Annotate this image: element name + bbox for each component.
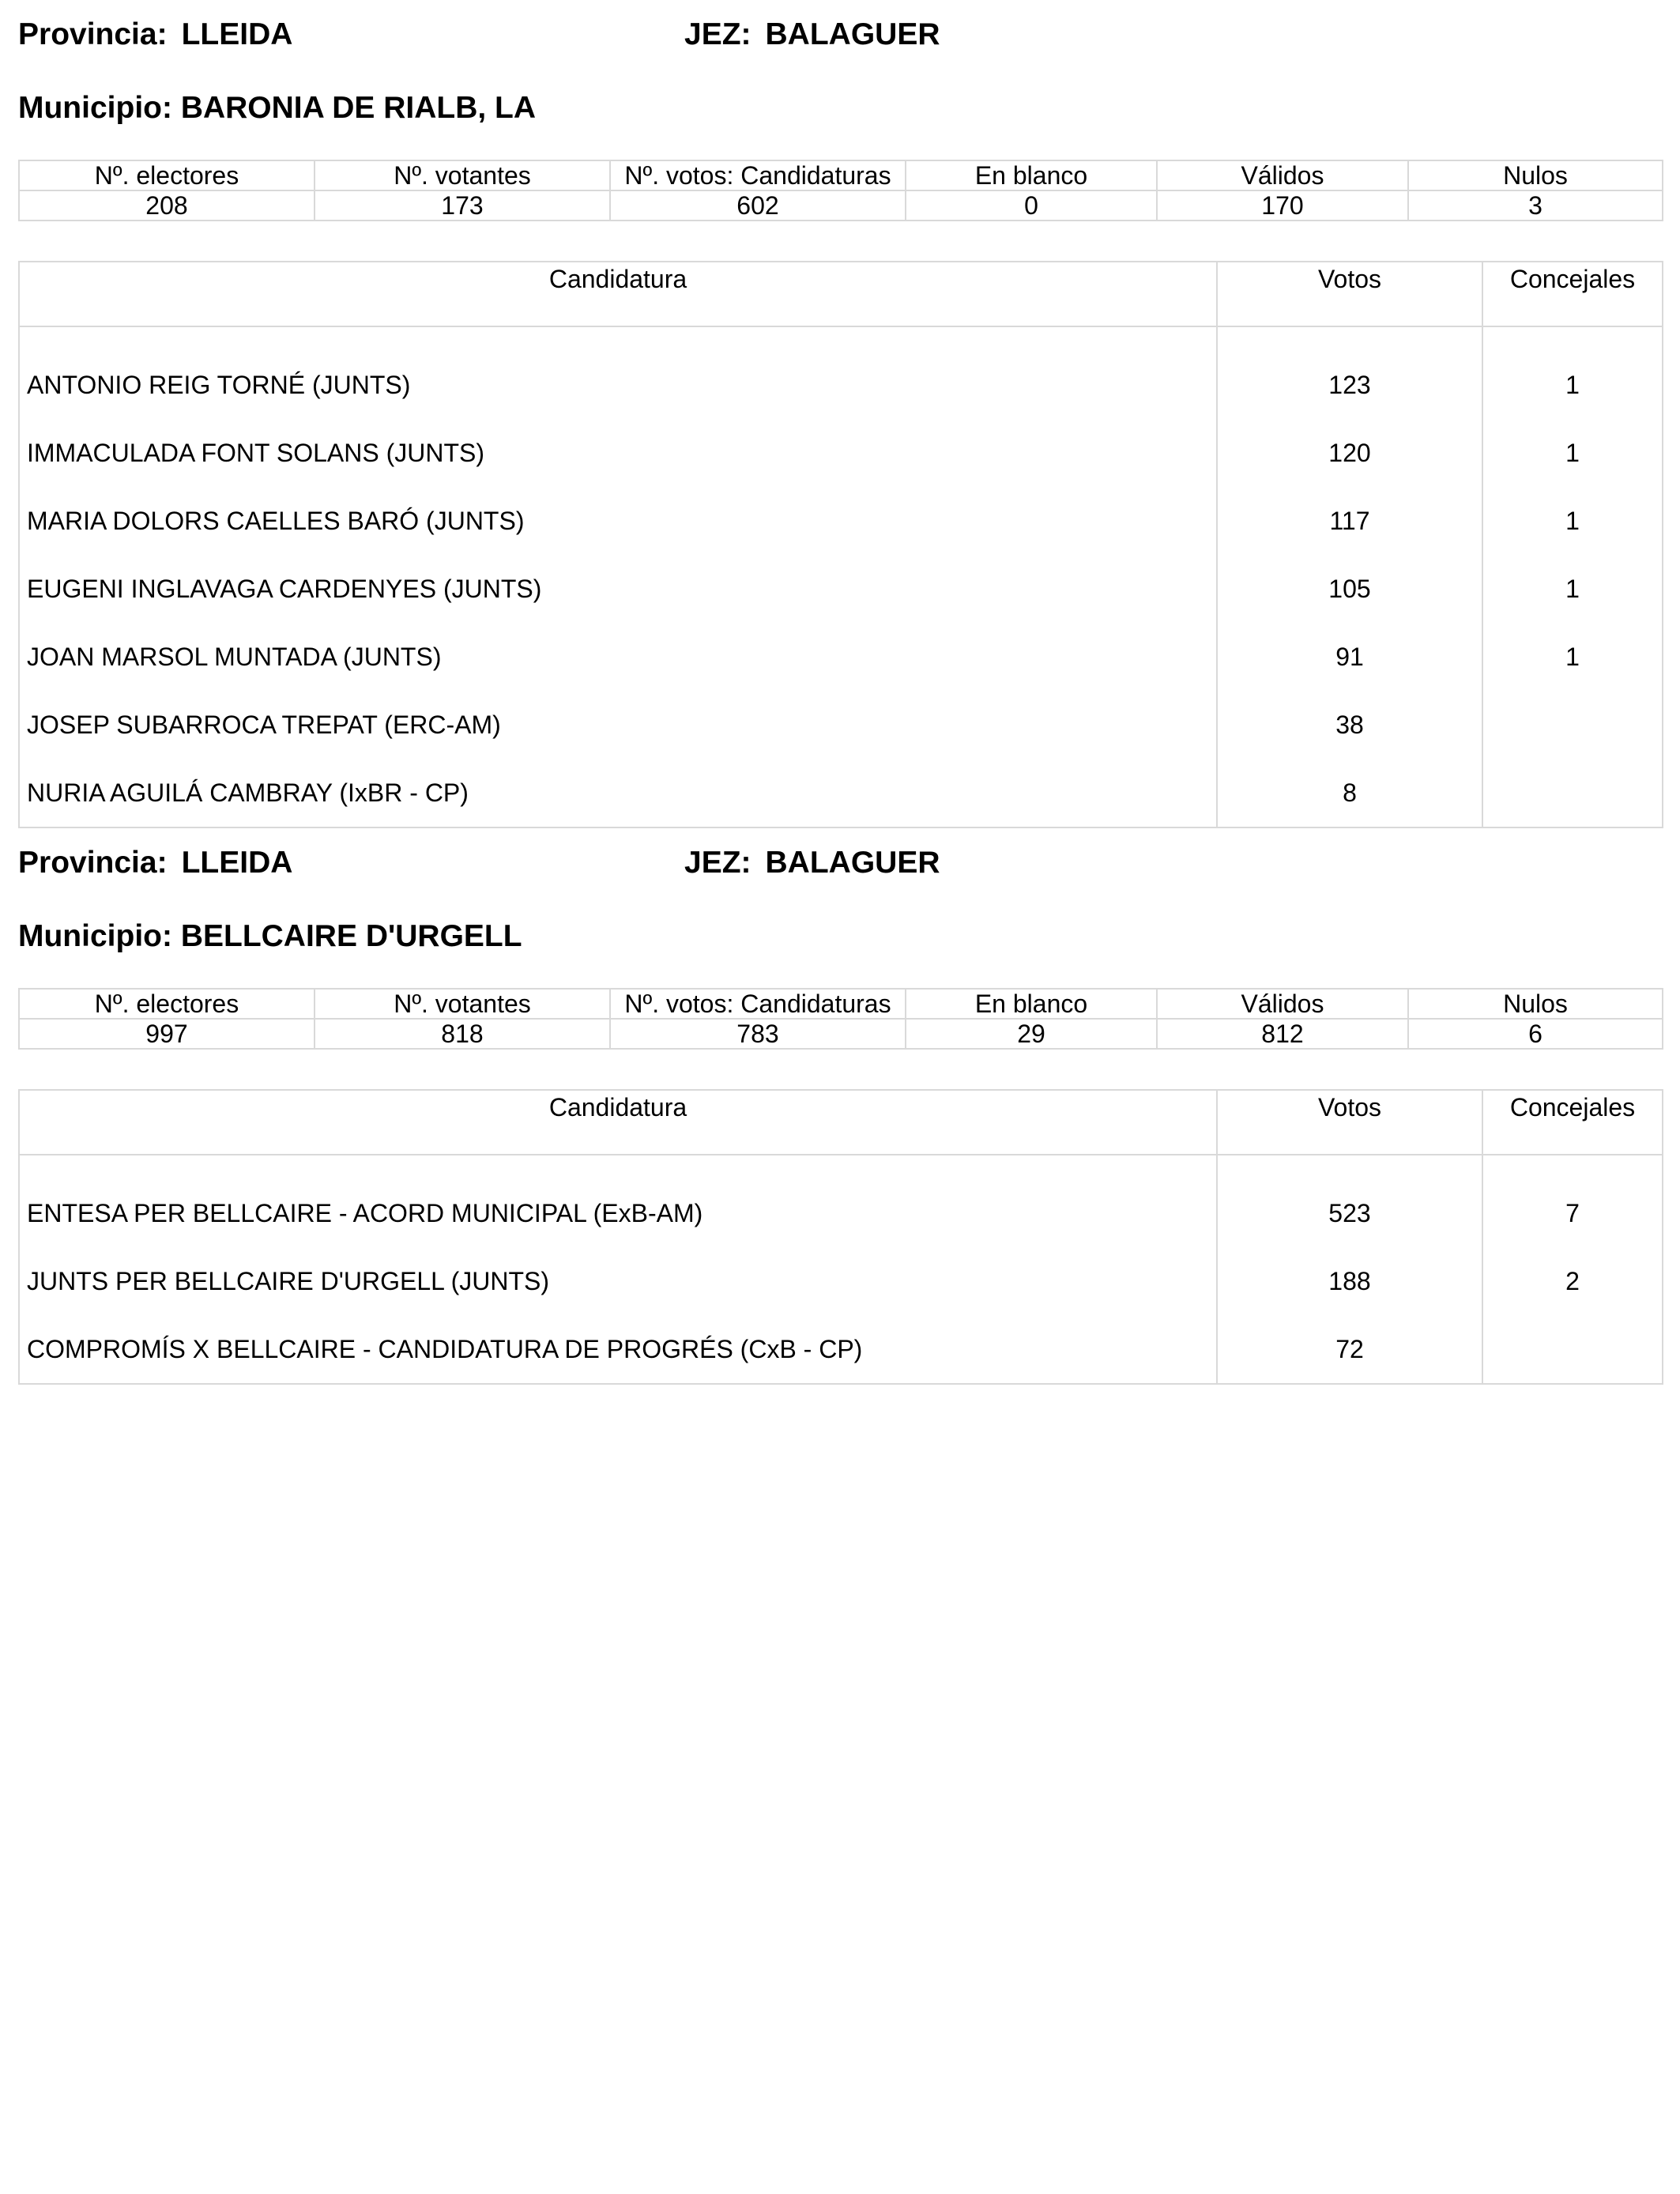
table-row: [19, 555, 1663, 623]
jez-line: [684, 846, 940, 880]
municipio-value: BELLCAIRE D'URGELL: [180, 919, 522, 953]
table-row: [19, 1315, 1663, 1384]
results-header-candidatura: Candidatura: [19, 262, 1217, 326]
candidate-name: MARIA DOLORS CAELLES BARÓ (JUNTS): [19, 487, 1217, 555]
candidate-name: JOSEP SUBARROCA TREPAT (ERC-AM): [19, 691, 1217, 759]
summary-table: [18, 988, 1663, 1050]
municipio-label: Municipio:: [18, 919, 172, 953]
summary-value-electores: 208: [19, 190, 315, 221]
summary-value-votos-candidaturas: 602: [610, 190, 906, 221]
jez-value: BALAGUER: [765, 17, 940, 51]
candidate-name: IMMACULADA FONT SOLANS (JUNTS): [19, 419, 1217, 487]
results-header-votos: Votos: [1217, 262, 1482, 326]
results-spacer: [19, 326, 1663, 351]
summary-value-row: [19, 1019, 1663, 1049]
candidate-votes: 91: [1217, 623, 1482, 691]
summary-header-nulos: Nulos: [1408, 160, 1663, 190]
candidate-votes: 105: [1217, 555, 1482, 623]
jez-line: [684, 17, 940, 52]
candidate-name: JOAN MARSOL MUNTADA (JUNTS): [19, 623, 1217, 691]
municipio-value: BARONIA DE RIALB, LA: [180, 91, 537, 125]
candidate-votes: 523: [1217, 1179, 1482, 1247]
summary-value-votantes: 173: [315, 190, 610, 221]
candidate-concejales: 7: [1482, 1179, 1663, 1247]
municipio-label: Municipio:: [18, 91, 172, 125]
provincia-label: Provincia:: [18, 17, 168, 51]
table-row: [19, 351, 1663, 419]
candidate-concejales: 1: [1482, 555, 1663, 623]
table-row: [19, 623, 1663, 691]
section-header: [18, 17, 1662, 55]
candidate-votes: 120: [1217, 419, 1482, 487]
summary-value-nulos: 3: [1408, 190, 1663, 221]
results-table: [18, 261, 1663, 828]
summary-value-en-blanco: 29: [906, 1019, 1157, 1049]
table-row: [19, 487, 1663, 555]
summary-value-row: [19, 190, 1663, 221]
candidate-votes: 72: [1217, 1315, 1482, 1384]
candidate-votes: 8: [1217, 759, 1482, 827]
municipio-line: [18, 91, 536, 126]
jez-label: JEZ:: [684, 17, 751, 51]
provincia-value: LLEIDA: [181, 846, 293, 880]
section-header: [18, 846, 1662, 884]
candidate-votes: 123: [1217, 351, 1482, 419]
candidate-votes: 117: [1217, 487, 1482, 555]
results-header-votos: Votos: [1217, 1090, 1482, 1155]
municipio-line: [18, 919, 522, 954]
results-header-candidatura: Candidatura: [19, 1090, 1217, 1155]
summary-header-votos-candidaturas: Nº. votos: Candidaturas: [610, 989, 906, 1019]
summary-header-votantes: Nº. votantes: [315, 989, 610, 1019]
jez-value: BALAGUER: [765, 846, 940, 880]
summary-value-nulos: 6: [1408, 1019, 1663, 1049]
summary-header-en-blanco: En blanco: [906, 989, 1157, 1019]
summary-header-nulos: Nulos: [1408, 989, 1663, 1019]
candidate-concejales: 1: [1482, 351, 1663, 419]
table-row: [19, 1247, 1663, 1315]
candidate-votes: 188: [1217, 1247, 1482, 1315]
provincia-line: [18, 846, 292, 880]
candidate-votes: 38: [1217, 691, 1482, 759]
results-header-row: [19, 1090, 1663, 1155]
summary-header-row: [19, 160, 1663, 190]
provincia-value: LLEIDA: [181, 17, 293, 51]
summary-header-validos: Válidos: [1157, 160, 1408, 190]
results-header-concejales: Concejales: [1482, 262, 1663, 326]
summary-header-validos: Válidos: [1157, 989, 1408, 1019]
provincia-line: [18, 17, 292, 52]
candidate-name: EUGENI INGLAVAGA CARDENYES (JUNTS): [19, 555, 1217, 623]
candidate-concejales: [1482, 1315, 1663, 1384]
summary-value-electores: 997: [19, 1019, 315, 1049]
candidate-name: NURIA AGUILÁ CAMBRAY (IxBR - CP): [19, 759, 1217, 827]
table-row: [19, 419, 1663, 487]
table-row: [19, 691, 1663, 759]
results-header-concejales: Concejales: [1482, 1090, 1663, 1155]
candidate-concejales: 1: [1482, 487, 1663, 555]
candidate-concejales: 1: [1482, 419, 1663, 487]
summary-value-votos-candidaturas: 783: [610, 1019, 906, 1049]
summary-value-validos: 170: [1157, 190, 1408, 221]
candidate-concejales: [1482, 691, 1663, 759]
summary-header-row: [19, 989, 1663, 1019]
candidate-concejales: [1482, 759, 1663, 827]
provincia-label: Provincia:: [18, 846, 168, 880]
summary-value-en-blanco: 0: [906, 190, 1157, 221]
summary-header-en-blanco: En blanco: [906, 160, 1157, 190]
summary-header-votantes: Nº. votantes: [315, 160, 610, 190]
summary-value-validos: 812: [1157, 1019, 1408, 1049]
summary-header-votos-candidaturas: Nº. votos: Candidaturas: [610, 160, 906, 190]
candidate-name: COMPROMÍS X BELLCAIRE - CANDIDATURA DE PROGRÉS (CxB - CP): [19, 1315, 1217, 1384]
jez-label: JEZ:: [684, 846, 751, 880]
candidate-name: ENTESA PER BELLCAIRE - ACORD MUNICIPAL (ExB-AM): [19, 1179, 1217, 1247]
candidate-name: ANTONIO REIG TORNÉ (JUNTS): [19, 351, 1217, 419]
candidate-concejales: 1: [1482, 623, 1663, 691]
results-table: [18, 1089, 1663, 1385]
candidate-concejales: 2: [1482, 1247, 1663, 1315]
summary-header-electores: Nº. electores: [19, 989, 315, 1019]
summary-value-votantes: 818: [315, 1019, 610, 1049]
results-spacer: [19, 1155, 1663, 1179]
results-header-row: [19, 262, 1663, 326]
table-row: [19, 1179, 1663, 1247]
summary-table: [18, 160, 1663, 221]
candidate-name: JUNTS PER BELLCAIRE D'URGELL (JUNTS): [19, 1247, 1217, 1315]
summary-header-electores: Nº. electores: [19, 160, 315, 190]
table-row: [19, 759, 1663, 827]
